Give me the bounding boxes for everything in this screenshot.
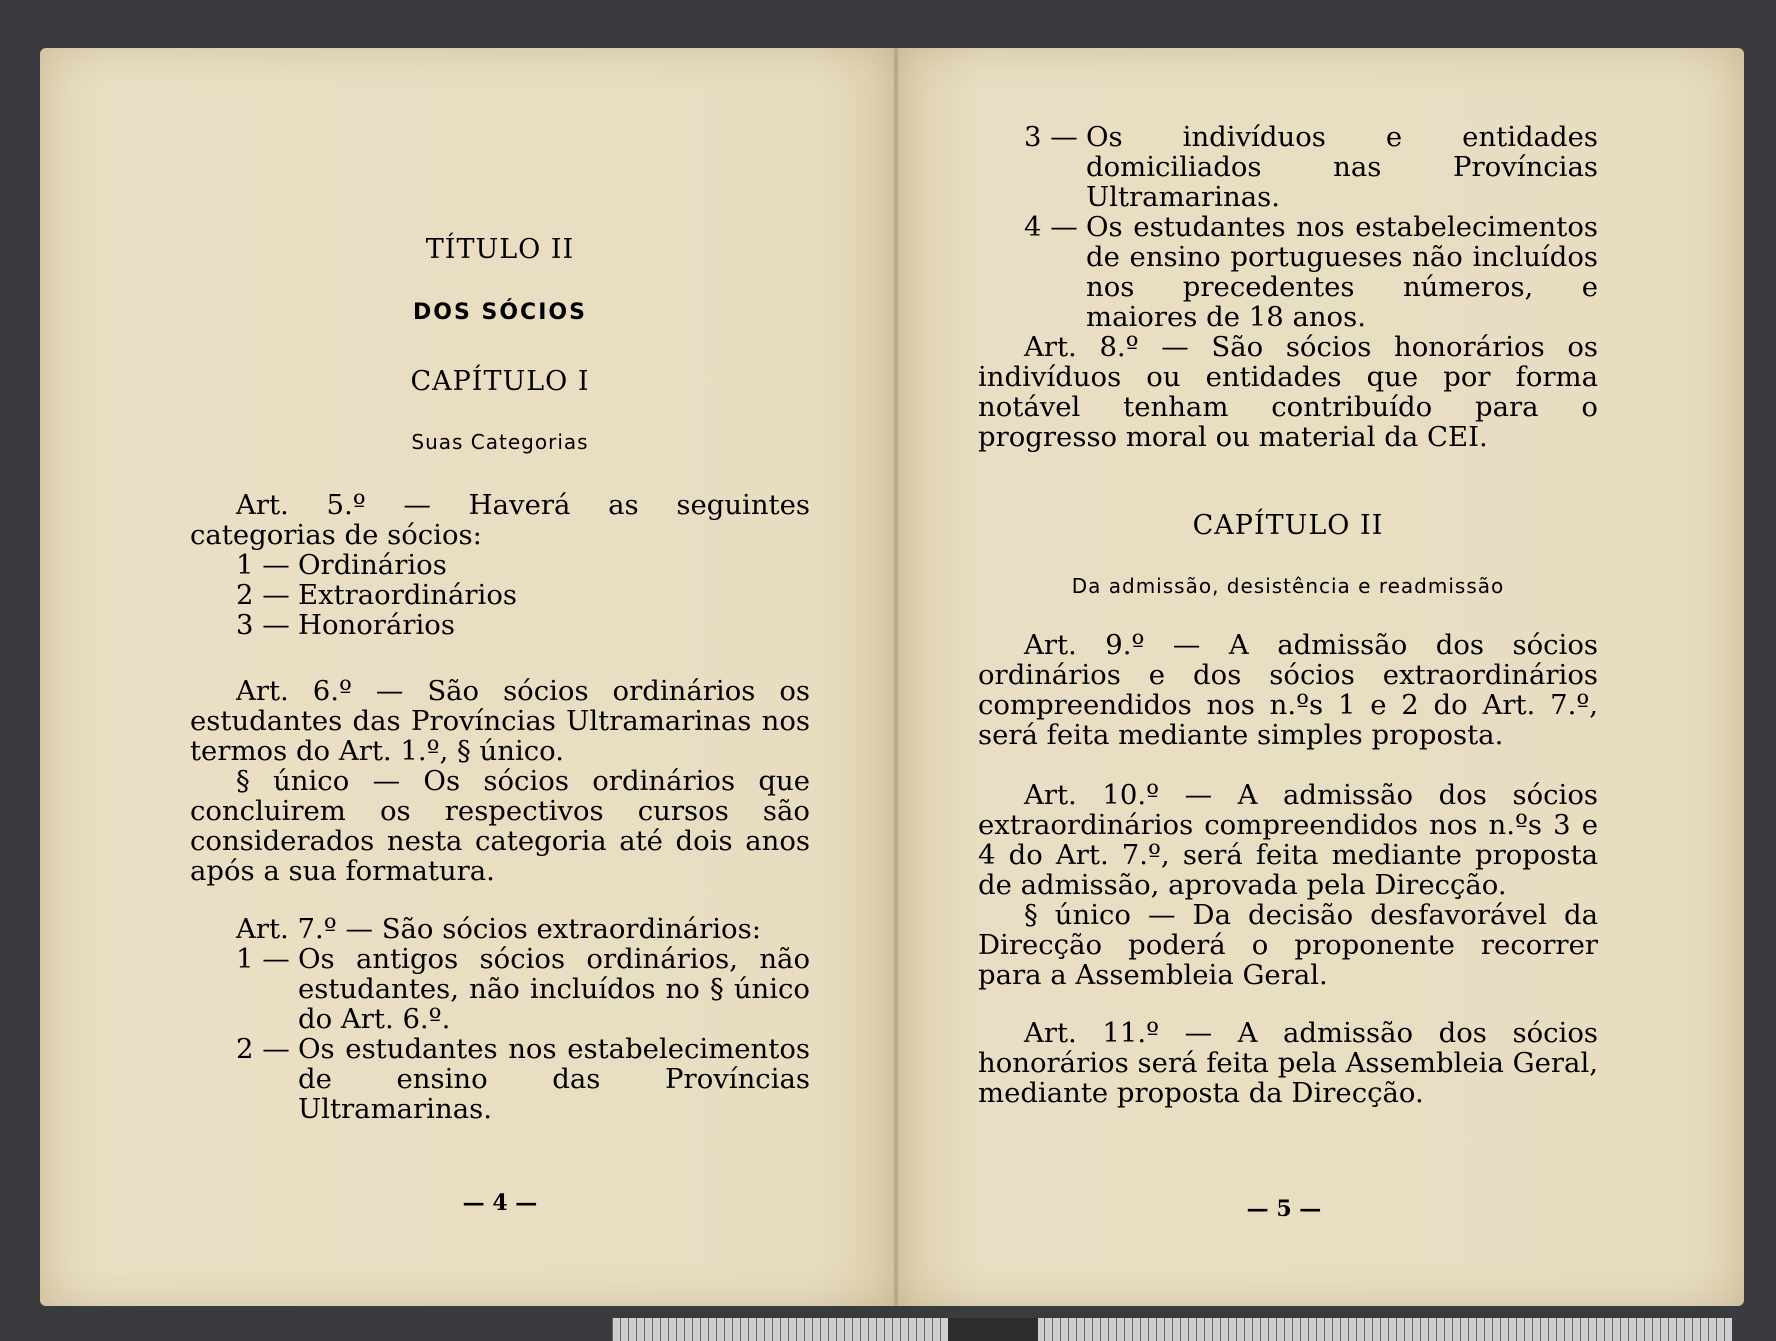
art10-block [978, 780, 1598, 990]
capitulo-heading: CAPÍTULO II [1192, 510, 1384, 541]
art6-text: Art. 6.º — São sócios ordinários os estudantes das Províncias Ultramarinas nos termos do Art. 1.º, § único. [190, 675, 810, 767]
item-text: Os antigos sócios ordinários, não estudantes, não incluídos no § único do Art. 6.º. [298, 943, 810, 1035]
item-number: 3 — [236, 609, 290, 641]
art6-paragrafo: § único — Os sócios ordinários que concluirem os respectivos cursos são considerados nesta categoria até dois anos após a sua formatura. [190, 765, 810, 887]
page-number-right: — 5 — [1246, 1196, 1322, 1222]
list-item [1024, 212, 1598, 332]
list-item [236, 610, 810, 640]
art8-text: Art. 8.º — São sócios honorários os indivíduos ou entidades que por forma notável tenham contribuído para o progresso moral ou material da CEI. [978, 331, 1598, 453]
list-item [1024, 122, 1598, 212]
item-text: Honorários [298, 609, 455, 641]
scale-ruler-dark-segment [948, 1318, 1038, 1341]
titulo-heading: TÍTULO II [425, 234, 575, 265]
capitulo-heading: CAPÍTULO I [410, 366, 590, 397]
chapter-subtitle: Suas Categorias [411, 430, 589, 454]
list-item [236, 1034, 810, 1124]
art8-block [978, 332, 1598, 452]
section-heading: DOS SÓCIOS [413, 300, 587, 325]
art10-paragrafo: § único — Da decisão desfavorável da Direcção poderá o proponente recorrer para a Assembleia Geral. [978, 899, 1598, 991]
item-number: 3 — [1024, 121, 1078, 153]
list-item [236, 550, 810, 580]
art7-block [190, 914, 810, 1124]
art9-text: Art. 9.º — A admissão dos sócios ordinários e dos sócios extraordinários compreendidos nos n.ºs 1 e 2 do Art. 7.º, será feita mediante simples proposta. [978, 629, 1598, 751]
art5-block [190, 490, 810, 640]
art9-block [978, 630, 1598, 750]
art10-text: Art. 10.º — A admissão dos sócios extraordinários compreendidos nos n.ºs 3 e 4 do Art. 7.º, será feita mediante proposta de admissão, aprovada pela Direcção. [978, 779, 1598, 901]
art11-text: Art. 11.º — A admissão dos sócios honorários será feita pela Assembleia Geral, mediante proposta da Direcção. [978, 1017, 1598, 1109]
item-number: 2 — [236, 579, 290, 611]
art6-block [190, 676, 810, 886]
item-number: 1 — [236, 943, 290, 975]
scale-ruler [612, 1318, 1732, 1341]
art7-intro: Art. 7.º — São sócios extraordinários: [236, 913, 761, 945]
item-text: Os estudantes nos estabelecimentos de ensino das Províncias Ultramarinas. [298, 1033, 810, 1125]
art5-intro: Art. 5.º — Haverá as seguintes categorias de sócios: [190, 489, 810, 551]
item-number: 2 — [236, 1033, 290, 1065]
list-item [236, 580, 810, 610]
list-item [236, 944, 810, 1034]
item-text: Extraordinários [298, 579, 517, 611]
book-spine [894, 48, 898, 1306]
item-number: 4 — [1024, 211, 1078, 243]
item-number: 1 — [236, 549, 290, 581]
item-text: Ordinários [298, 549, 447, 581]
chapter-subtitle: Da admissão, desistência e readmissão [1071, 574, 1505, 598]
item-text: Os indivíduos e entidades domiciliados nas Províncias Ultramarinas. [1086, 121, 1598, 213]
page-number-left: — 4 — [462, 1190, 538, 1216]
item-text: Os estudantes nos estabelecimentos de ensino portugueses não incluídos nos precedentes números, e maiores de 18 anos. [1086, 211, 1598, 333]
art7-continued [1024, 122, 1598, 332]
art11-block [978, 1018, 1598, 1108]
